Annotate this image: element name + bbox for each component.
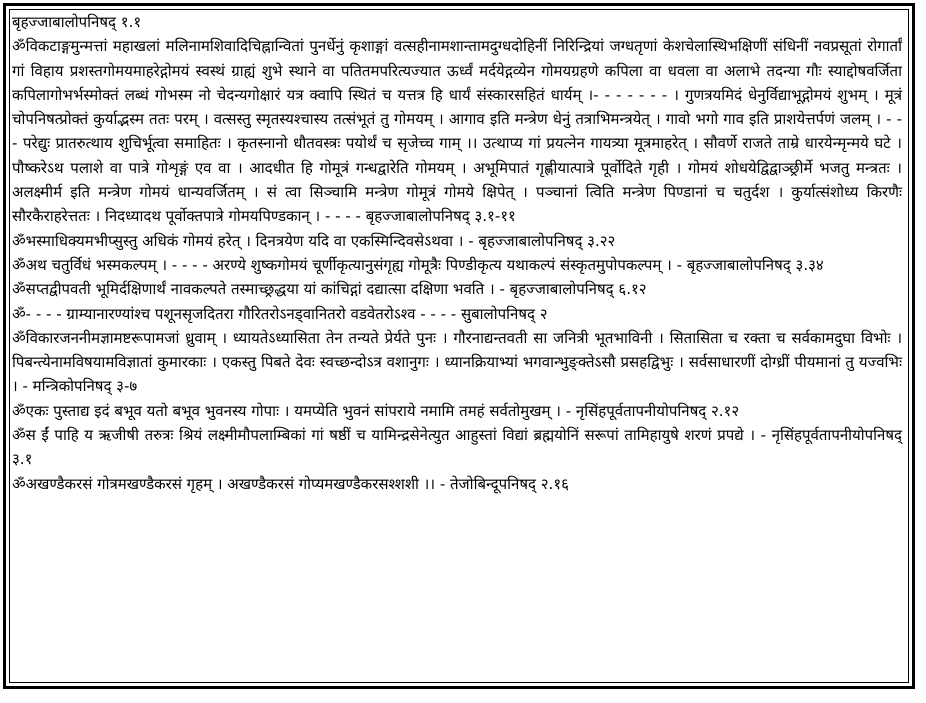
paragraph: ॐभस्माधिक्यमभीप्सुस्तु अधिकं गोमयं हरेत् । दिनत्रयेण यदि वा एकस्मिन्दिवसेऽथवा । - बृहज्जाबालोपनिषद् ३.२२ — [12, 231, 616, 250]
paragraph: ॐविकटाङ्गमुन्मत्तां महाखलां मलिनामशिवादिचिह्नान्वितां पुनर्धेनुं कृशाङ्गां वत्सहीनामशान्तामदुग्धदोहिनीं निरिन्द्रियां जग्धतृणां केशचेलास्थिभक्षिणीं संधिनीं नवप्रसूतां रोगार्तां गां विहाय प्रशस्तगोमयमाहरेद्गोमयं स्वस्थं ग्राह्यं शुभे स्थाने वा पतितमपरित्यज्यात ऊर्ध्वं मर्दयेद्गव्येन गोमयग्रहणे कपिला वा धवला वा अलाभे तदन्या गौः स्याद्दोषवर्जिता कपिलागोभर्भस्मोक्तं लब्धं गोभस्म नो चेदन्यगोक्षारं यत्र क्वापि स्थितं च यत्तत्र हि धार्यं संस्कारसहितं धार्यम् ।- - - - - - - । गुणत्रयमिदं धेनुर्विद्याभूद्गोमयं शुभम् । मूत्रं चोपनिषत्प्रोक्तं कुर्याद्भस्म ततः परम् । वत्सस्तु स्मृतस्यश्चास्य तत्संभूतं तु गोमयम् । आगाव इति मन्त्रेण धेनुं तत्राभिमन्त्रयेत् । गावो भगो गाव इति प्राशयेत्तर्पणं जलम् । - - - परेद्युः प्रातरुत्थाय शुचिर्भूत्वा समाहितः । कृतस्नानो धौतवस्त्रः पयोर्थं च सृजेच्च गाम् ।। उत्थाप्य गां प्रयत्नेन गायत्र्या मूत्रमाहरेत् । सौवर्णे राजते ताम्रे धारयेन्मृन्मये घटे । पौष्करेऽथ पलाशे वा पात्रे गोशृङ्गं एव वा । आदधीत हि गोमूत्रं गन्धद्वारेति गोमयम् । अभूमिपातं गृह्णीयात्पात्रे पूर्वोदिते गृही । गोमयं शोधयेद्विद्वाञ्छ्रीर्मे भजतु मन्त्रतः । अलक्ष्मीर्म इति मन्त्रेण गोमयं धान्यवर्जितम् । सं त्वा सिञ्चामि मन्त्रेण गोमूत्रं गोमये क्षिपेत् । पञ्चानां त्विति मन्त्रेण पिण्डानां च चतुर्दश । कुर्यात्संशोध्य किरणैः सौरकैराहरेत्ततः । निदध्यादथ पूर्वोक्तपात्रे गोमयपिण्डकान् । - - - - बृहज्जाबालोपनिषद् ३.१-११ — [12, 37, 902, 226]
text-body — [12, 10, 902, 496]
paragraph: ॐअथ चतुर्विधं भस्मकल्पम् । - - - - अरण्ये शुष्कगोमयं चूर्णीकृत्यानुसंगृह्य गोमूत्रैः पिण्डीकृत्य यथाकल्पं संस्कृतमुपोपकल्पम् । - बृहज्जाबालोपनिषद् ३.३४ — [12, 255, 824, 274]
paragraph: ॐ- - - - ग्राम्यानारण्यांश्च पशूनसृजदितरा गौरितरोऽनड्वानितरो वडवेतरोऽश्व - - - - सुबालोपनिषद् २ — [12, 304, 548, 323]
paragraph: ॐएकः पुस्ताद्य इदं बभूव यतो बभूव भुवनस्य गोपाः । यमप्येति भुवनं सांपराये नमामि तमहं सर्वतोमुखम् । - नृसिंहपूर्वतापनीयोपनिषद् २.१२ — [12, 401, 740, 420]
heading-reference: बृहज्जाबालोपनिषद् १.१ — [12, 13, 142, 31]
paragraph: ॐसप्तद्वीपवती भूमिर्दक्षिणार्थं नावकल्पते तस्माच्छ्रद्धया यां कांचिद्गां दद्यात्सा दक्षिणा भवति । - बृहज्जाबालोपनिषद् ६.१२ — [12, 280, 647, 299]
paragraph: ॐअखण्डैकरसं गोत्रमखण्डैकरसं गृहम् । अखण्डैकरसं गोप्यमखण्डैकरसश्शशी ।। - तेजोबिन्दूपनिषद् २.१६ — [12, 474, 569, 493]
paragraph: ॐविकारजननीमज्ञामष्टरूपामजां ध्रुवाम् । ध्यायतेऽध्यासिता तेन तन्यते प्रेर्यते पुनः । गौरनाद्यन्तवती सा जनित्री भूतभाविनी । सितासिता च रक्ता च सर्वकामदुघा विभोः । पिबन्त्येनामविषयामविज्ञातां कुमारकाः । एकस्तु पिबते देवः स्वच्छन्दोऽत्र वशानुगः । ध्यानक्रियाभ्यां भगवान्भुङ्क्तेऽसौ प्रसहद्विभुः । सर्वसाधारणीं दोग्ध्रीं पीयमानां तु यज्वभिः । - मन्त्रिकोपनिषद् ३-७ — [12, 328, 902, 396]
paragraph: ॐस ईं पाहि य ऋजीषी तरुत्रः श्रियं लक्ष्मीमौपलाम्बिकां गां षष्ठीं च यामिन्द्रसेनेत्युत आहुस्तां विद्यां ब्रह्मयोनिं सरूपां तामिहायुषे शरणं प्रपद्ये । - नृसिंहपूर्वतापनीयोपनिषद् ३.१ — [12, 426, 902, 469]
